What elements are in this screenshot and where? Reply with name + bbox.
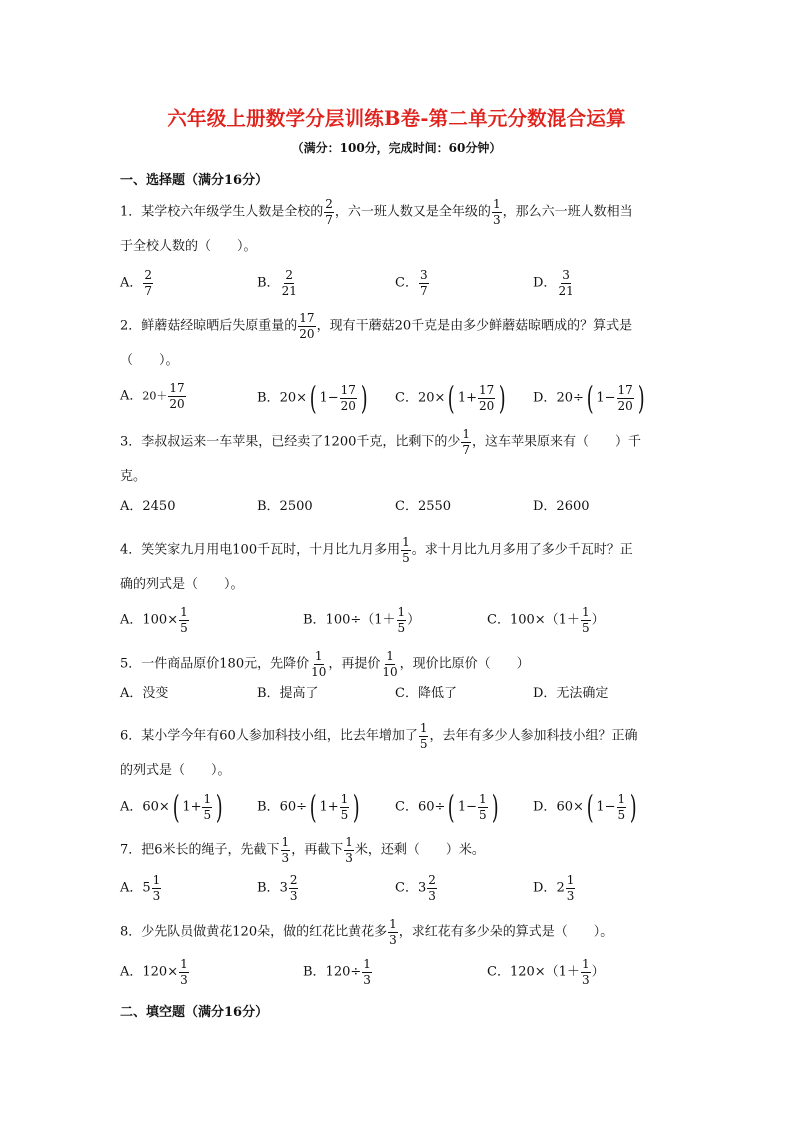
- option-d: D．2 $\frac{1}{3}$: [533, 873, 575, 903]
- option-b: B．提高了: [257, 686, 319, 701]
- option-b: B．20×( 1− $\frac{17}{20}$ ): [257, 379, 368, 417]
- fraction: $\frac{1}{5}$: [180, 605, 188, 635]
- question-5: 5．一件商品原价180元，先降价 $\frac{1}{10}$ ，再提价 $\frac{1}{10}$ ，现价比原价（ ）: [120, 649, 530, 679]
- option-c: C．2550: [395, 499, 452, 514]
- fraction: $\frac{2}{3}$: [428, 873, 436, 903]
- option-a: A．60×( 1+ $\frac{1}{5}$ ): [120, 788, 223, 826]
- fraction: $\frac{2}{21}$: [281, 268, 297, 298]
- fraction: $\frac{1}{5}$: [419, 721, 428, 751]
- option-c: C．降低了: [395, 686, 457, 701]
- option-d: D．无法确定: [533, 686, 609, 701]
- question-6-line-2: 的列式是（ ）。: [120, 763, 231, 778]
- fraction: $\frac{1}{5}$: [581, 605, 590, 635]
- option-d: D．2600: [533, 499, 590, 514]
- option-b: B．2500: [257, 499, 313, 514]
- option-c: C．120×（1＋ $\frac{1}{3}$ ）: [487, 957, 605, 987]
- option-d: D．60×( 1− $\frac{1}{5}$ ): [533, 788, 637, 826]
- option-b: B．3 $\frac{2}{3}$: [257, 873, 298, 903]
- question-3-line-2: 克。: [120, 469, 147, 484]
- option-b: B． $\frac{2}{21}$: [257, 268, 297, 298]
- option-b: B．120÷ $\frac{1}{3}$: [303, 957, 371, 987]
- fraction: $\frac{17}{20}$: [617, 382, 633, 413]
- option-b: B．100÷（1＋ $\frac{1}{5}$ ）: [303, 605, 421, 635]
- section-heading-choice: 一、选择题（满分16分）: [120, 173, 269, 188]
- section-heading-fill-in: 二、填空题（满分16分）: [120, 1005, 269, 1020]
- option-d: D． $\frac{3}{21}$: [533, 268, 574, 298]
- option-a: A．20＋ $\frac{17}{20}$: [120, 381, 185, 411]
- question-8: 8．少先队员做黄花120朵，做的红花比黄花多 $\frac{1}{3}$ ，求红花有多少朵的算式是（ ）。: [120, 917, 614, 947]
- page-title: 六年级上册数学分层训练B卷-第二单元分数混合运算: [167, 107, 626, 130]
- option-a: A．没变: [120, 686, 169, 701]
- option-a: A．100× $\frac{1}{5}$: [120, 605, 188, 635]
- option-a: A．120× $\frac{1}{3}$: [120, 957, 188, 987]
- question-4: 4．笑笑家九月用电100千瓦时，十月比九月多用 $\frac{1}{5}$ 。求十月比九月多用了多少千瓦时？正: [120, 535, 633, 565]
- page-subtitle: （满分：100分，完成时间：60分钟）: [291, 141, 502, 155]
- fraction: $\frac{2}{3}$: [289, 873, 298, 903]
- fraction: $\frac{1}{5}$: [340, 791, 349, 822]
- fraction: $\frac{1}{3}$: [363, 957, 371, 987]
- fraction: $\frac{1}{3}$: [389, 917, 397, 947]
- fraction: $\frac{1}{5}$: [402, 535, 410, 565]
- fraction: $\frac{1}{3}$: [180, 957, 188, 987]
- question-1-line-2: 于全校人数的（ ）。: [120, 239, 257, 254]
- fraction: $\frac{1}{3}$: [152, 873, 161, 903]
- question-4-line-2: 确的列式是（ ）。: [120, 577, 244, 592]
- option-a: A．2450: [120, 499, 176, 514]
- fraction: $\frac{1}{5}$: [479, 791, 487, 822]
- fraction: $\frac{17}{20}$: [169, 381, 185, 411]
- option-a: A． $\frac{2}{7}$: [120, 268, 153, 298]
- fraction: $\frac{2}{7}$: [144, 268, 153, 298]
- fraction: $\frac{3}{7}$: [419, 268, 428, 298]
- fraction: $\frac{1}{3}$: [581, 957, 590, 987]
- option-c: C．100×（1＋ $\frac{1}{5}$ ）: [487, 605, 605, 635]
- fraction: $\frac{1}{3}$: [281, 835, 290, 865]
- question-6: 6．某小学今年有60人参加科技小组，比去年增加了 $\frac{1}{5}$ ，去年有多少人参加科技小组？正确: [120, 721, 638, 751]
- fraction: $\frac{1}{3}$: [566, 873, 575, 903]
- fraction: $\frac{17}{20}$: [340, 382, 356, 413]
- option-c: C．20×( 1+ $\frac{17}{20}$ ): [395, 379, 507, 417]
- fraction: $\frac{1}{5}$: [397, 605, 406, 635]
- question-2-line-2: （ ）。: [120, 353, 179, 368]
- fraction: $\frac{1}{5}$: [203, 791, 212, 822]
- fraction: $\frac{1}{5}$: [617, 791, 626, 822]
- option-c: C．3 $\frac{2}{3}$: [395, 873, 436, 903]
- fraction: $\frac{3}{21}$: [558, 268, 574, 298]
- fraction: $\frac{17}{20}$: [479, 382, 495, 413]
- option-b: B．60÷( 1+ $\frac{1}{5}$ ): [257, 788, 360, 826]
- option-d: D．20÷( 1− $\frac{17}{20}$ ): [533, 379, 645, 417]
- question-7: 7．把6米长的绳子，先截下 $\frac{1}{3}$ ，再截下 $\frac{1}{3}$ 米，还剩（ ）米。: [120, 835, 485, 865]
- fraction: $\frac{1}{10}$: [311, 649, 327, 679]
- fraction: $\frac{2}{7}$: [325, 197, 333, 227]
- fraction: $\frac{1}{3}$: [492, 197, 501, 227]
- option-c: C． $\frac{3}{7}$: [395, 268, 428, 298]
- fraction: $\frac{1}{10}$: [382, 649, 398, 679]
- question-1: 1．某学校六年级学生人数是全校的 $\frac{2}{7}$ ，六一班人数又是全年级的 $\frac{1}{3}$ ，那么六一班人数相当: [120, 197, 633, 227]
- question-2: 2．鲜蘑菇经晾晒后失原重量的 $\frac{17}{20}$ ，现有干蘑菇20千克是由多少鲜蘑菇晾晒成的？算式是: [120, 311, 633, 341]
- option-c: C．60÷( 1− $\frac{1}{5}$ ): [395, 788, 499, 826]
- fraction: $\frac{1}{7}$: [462, 427, 470, 457]
- question-3: 3．李叔叔运来一车苹果，已经卖了1200千克，比剩下的少 $\frac{1}{7}$ ，这车苹果原来有（ ）千: [120, 427, 642, 457]
- fraction: $\frac{17}{20}$: [299, 311, 315, 341]
- fraction: $\frac{1}{3}$: [345, 835, 353, 865]
- option-a: A．5 $\frac{1}{3}$: [120, 873, 161, 903]
